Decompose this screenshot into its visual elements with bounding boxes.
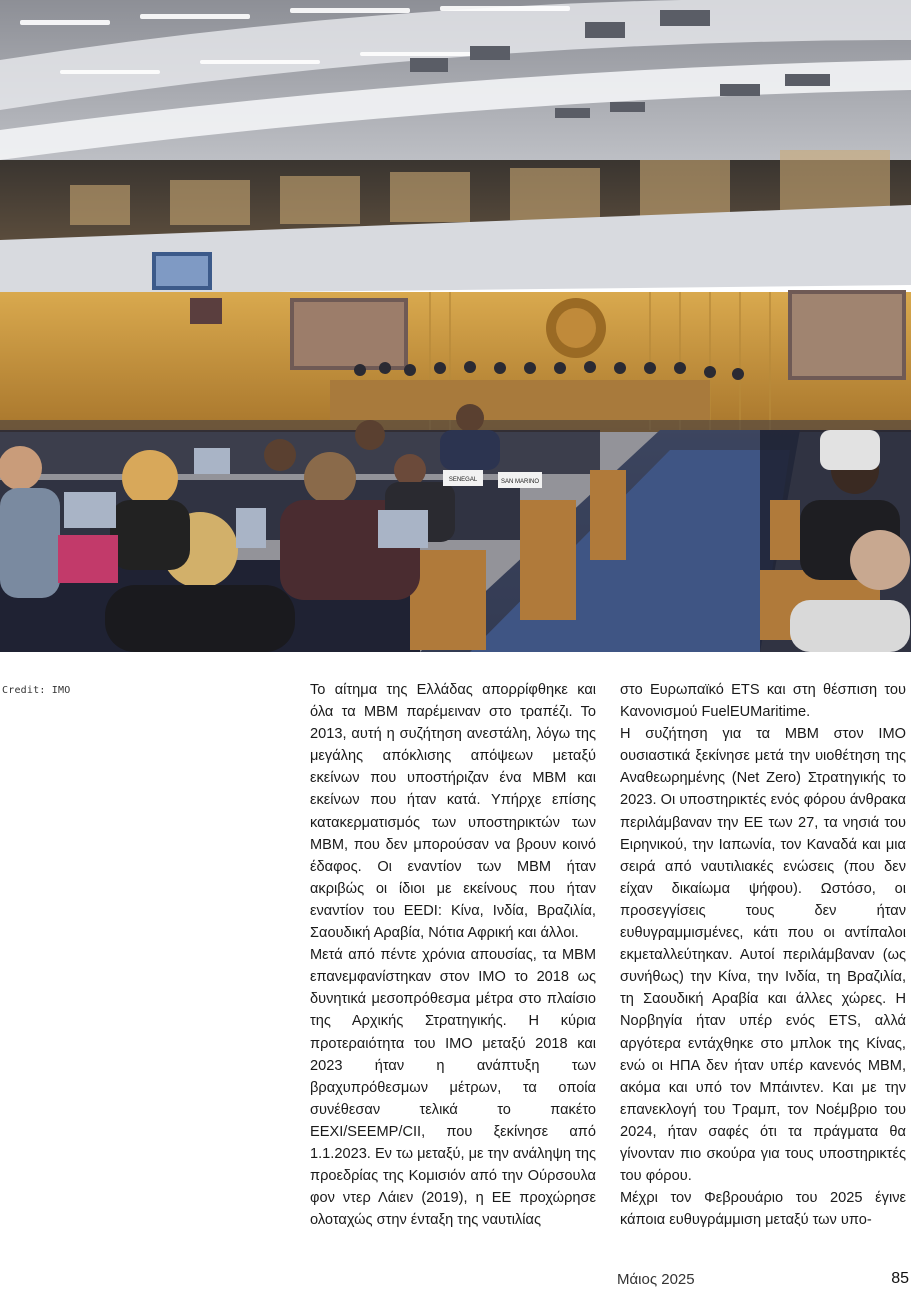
paragraph: Η συζήτηση για τα MBM στον IMO ουσιαστικά ξεκίνησε μετά την υιοθέτηση της Αναθεωρημένης (Net Zero) Στρατηγικής το 2023. Οι υποστηρικτές ενός φόρου άνθρακα περιλάμβαναν την ΕΕ των 27, τα νησιά του Ειρηνικού, την Ιαπωνία, τον Καναδά και μια σειρά από ναυτιλιακές ενώσεις (που δεν είχαν δικαίωμα ψήφου). Ωστόσο, οι προσεγγίσεις τους δεν ήταν ευθυγραμμισμένες, κάτι που οι αντίπαλοι εκμεταλλεύτηκαν. Αυτοί περιλάμβαναν (ως συνήθως) την Κίνα, την Ινδία, τη Βραζιλία, τη Σαουδική Αραβία και άλλες χώρες. Η Νορβηγία ήταν υπέρ ενός ETS, αλλά αργότερα εντάχθηκε στο μπλοκ της Κίνας, ενώ οι ΗΠΑ δεν ήταν υπέρ κανενός MBM, ακόμα και υπό τον Μπάιντεν. Και με την επανεκλογή του Τραμπ, τον Νοέμβριο του 2024, ήταν σαφές ότι τα πράγματα θα γίνονταν πιο σκούρα για τους υποστηρικτές του φόρου. (620, 726, 906, 1185)
paragraph: Μέχρι τον Φεβρουάριο του 2025 έγινε κάποια ευθυγράμμιση μεταξύ των υπο- (620, 1190, 906, 1229)
page-number: 85 (891, 1270, 909, 1287)
paragraph: στο Ευρωπαϊκό ETS και στη θέσπιση του Κανονισμού FuelEUMaritime. (620, 682, 906, 721)
placard-senegal: SENEGAL (448, 477, 478, 483)
article-column-1 (310, 679, 596, 1231)
photo-credit: Credit: IMO (2, 685, 71, 696)
article-column-2 (620, 679, 906, 1231)
paragraph: Το αίτημα της Ελλάδας απορρίφθηκε και όλα τα MBM παρέμειναν στο τραπέζι. Το 2013, αυτή η συζήτηση ανεστάλη, λόγω της μεγάλης απόκλισης απόψεων μεταξύ εκείνων που υποστήριζαν ένα MBM και εκείνων που ήταν κατά. Υπήρχε επίσης κατακερματισμός των υποστηρικτών των MBM, που δεν μπορούσαν να βρουν κοινό έδαφος. Οι εναντίον των MBM ήταν ακριβώς οι ίδιοι με εκείνους που ήταν εναντίον του EEDI: Κίνα, Ινδία, Βραζιλία, Σαουδική Αραβία, Νότια Αφρική και άλλοι. (310, 682, 596, 942)
placard-san-marino: SAN MARINO (500, 479, 540, 485)
paragraph: Μετά από πέντε χρόνια απουσίας, τα MBM επανεμφανίστηκαν στον IMO το 2018 ως δυνητικά μεσοπρόθεσμα μέτρα στο πλαίσιο της Αρχικής Στρατηγικής. Η κύρια προτεραιότητα του IMO μεταξύ 2018 και 2023 ήταν η ανάπτυξη των βραχυπρόθεσμων μέτρων, τα οποία συνέθεσαν τελικά το πακέτο EEXI/SEEMP/CII, που ξεκίνησε από 1.1.2023. Εν τω μεταξύ, με την ανάληψη της προεδρίας της Κομισιόν από την Ούρσουλα φον ντερ Λάιεν (2019), η ΕΕ προχώρησε ολοταχώς στην ένταξη της ναυτιλίας (310, 947, 596, 1229)
issue-date: Μάιος 2025 (617, 1271, 695, 1288)
